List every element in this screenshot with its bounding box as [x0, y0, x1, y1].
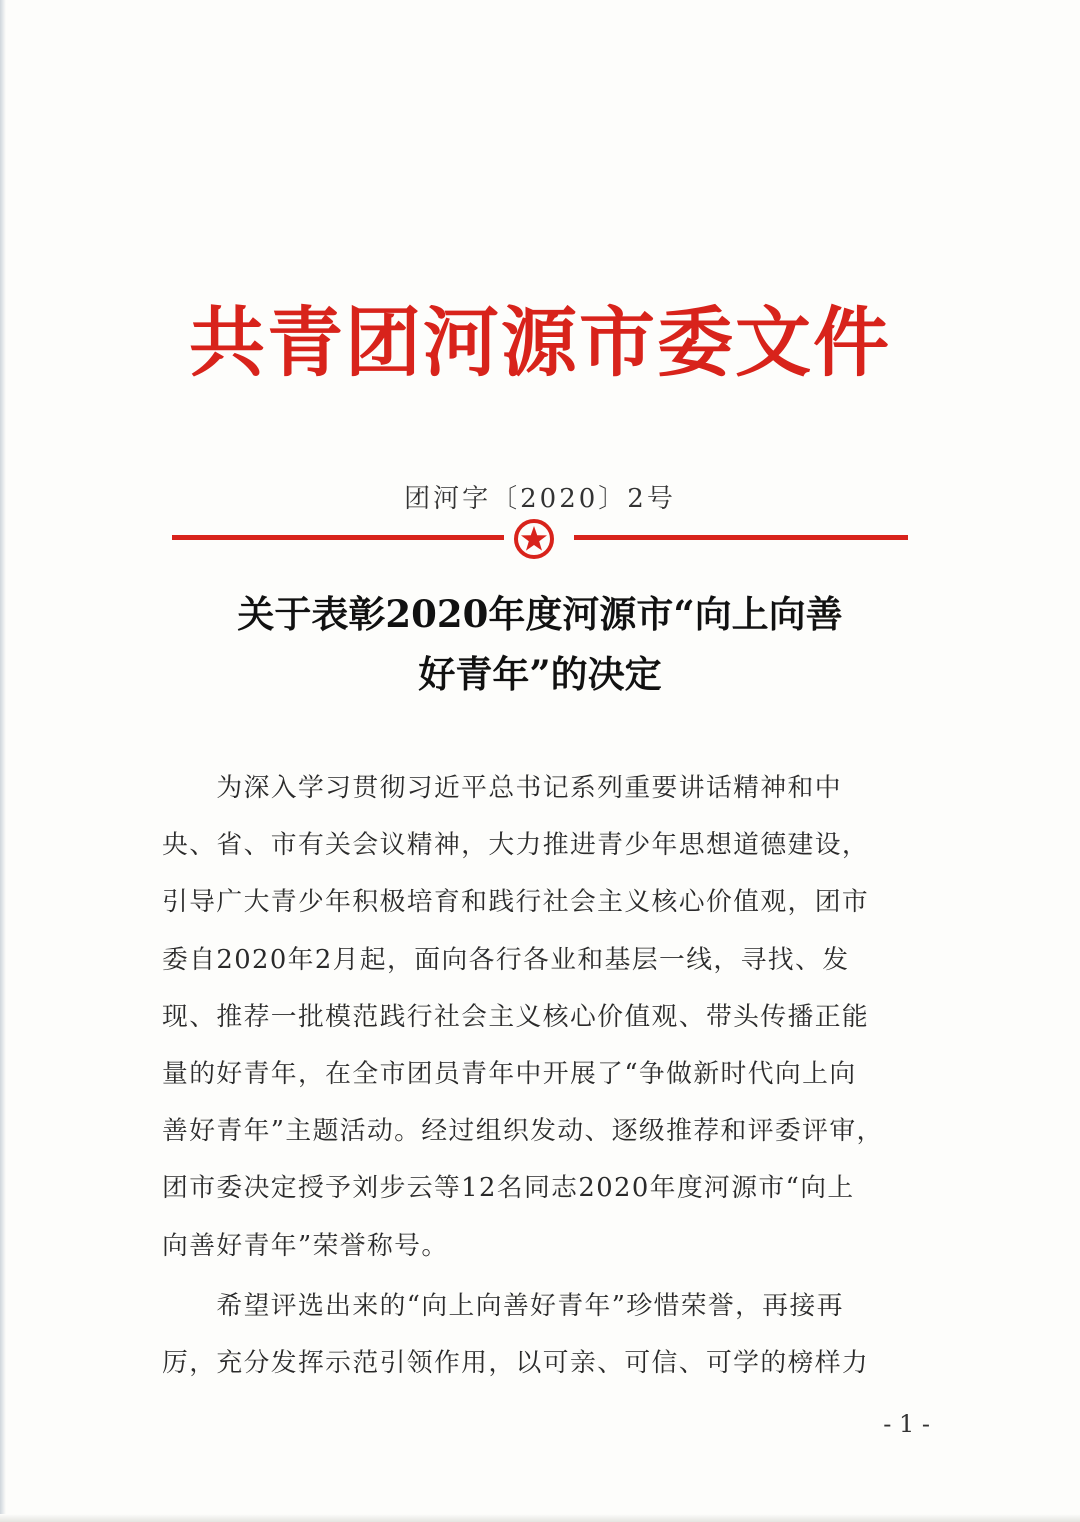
red-star-emblem-icon [512, 517, 556, 561]
title-line-2: 好青年”的决定 [418, 652, 662, 696]
scan-edge-left [0, 0, 6, 1522]
paragraph-1-line: 为深入学习贯彻习近平总书记系列重要讲话精神和中 [162, 773, 842, 803]
paragraph-1-line: 现、推荐一批模范践行社会主义核心价值观、带头传播正能 [162, 1001, 870, 1032]
body-text [162, 760, 924, 1392]
paragraph-1-line: 向善好青年”荣誉称号。 [162, 1230, 449, 1261]
paragraph-2-line: 希望评选出来的“向上向善好青年”珍惜荣誉，再接再 [162, 1290, 844, 1321]
paragraph-1-line: 量的好青年，在全市团员青年中开展了“争做新时代向上向 [162, 1058, 857, 1089]
page-number: - 1 - [883, 1410, 930, 1438]
paragraph-1-line: 委自2020年2月起，面向各行各业和基层一线，寻找、发 [162, 944, 850, 975]
paragraph-2-line: 厉，充分发挥示范引领作用，以可亲、可信、可学的榜样力 [162, 1347, 870, 1378]
paragraph-1-line: 团市委决定授予刘步云等12名同志2020年度河源市“向上 [162, 1173, 855, 1204]
masthead-title: 共青团河源市委文件 [189, 298, 891, 387]
document-title [150, 584, 930, 704]
document-number: 团河字〔2020〕2号 [404, 484, 676, 514]
red-rule-right [574, 535, 908, 540]
red-rule-left [172, 535, 504, 540]
paragraph-1-line: 央、省、市有关会议精神，大力推进青少年思想道德建设， [162, 830, 870, 861]
title-line-1: 关于表彰2020年度河源市“向上向善 [237, 592, 843, 636]
paragraph-1-line: 善好青年”主题活动。经过组织发动、逐级推荐和评委评审， [162, 1116, 884, 1147]
scan-edge-bottom [0, 1514, 1080, 1522]
paragraph-1-line: 引导广大青少年积极培育和践行社会主义核心价值观，团市 [162, 887, 870, 918]
